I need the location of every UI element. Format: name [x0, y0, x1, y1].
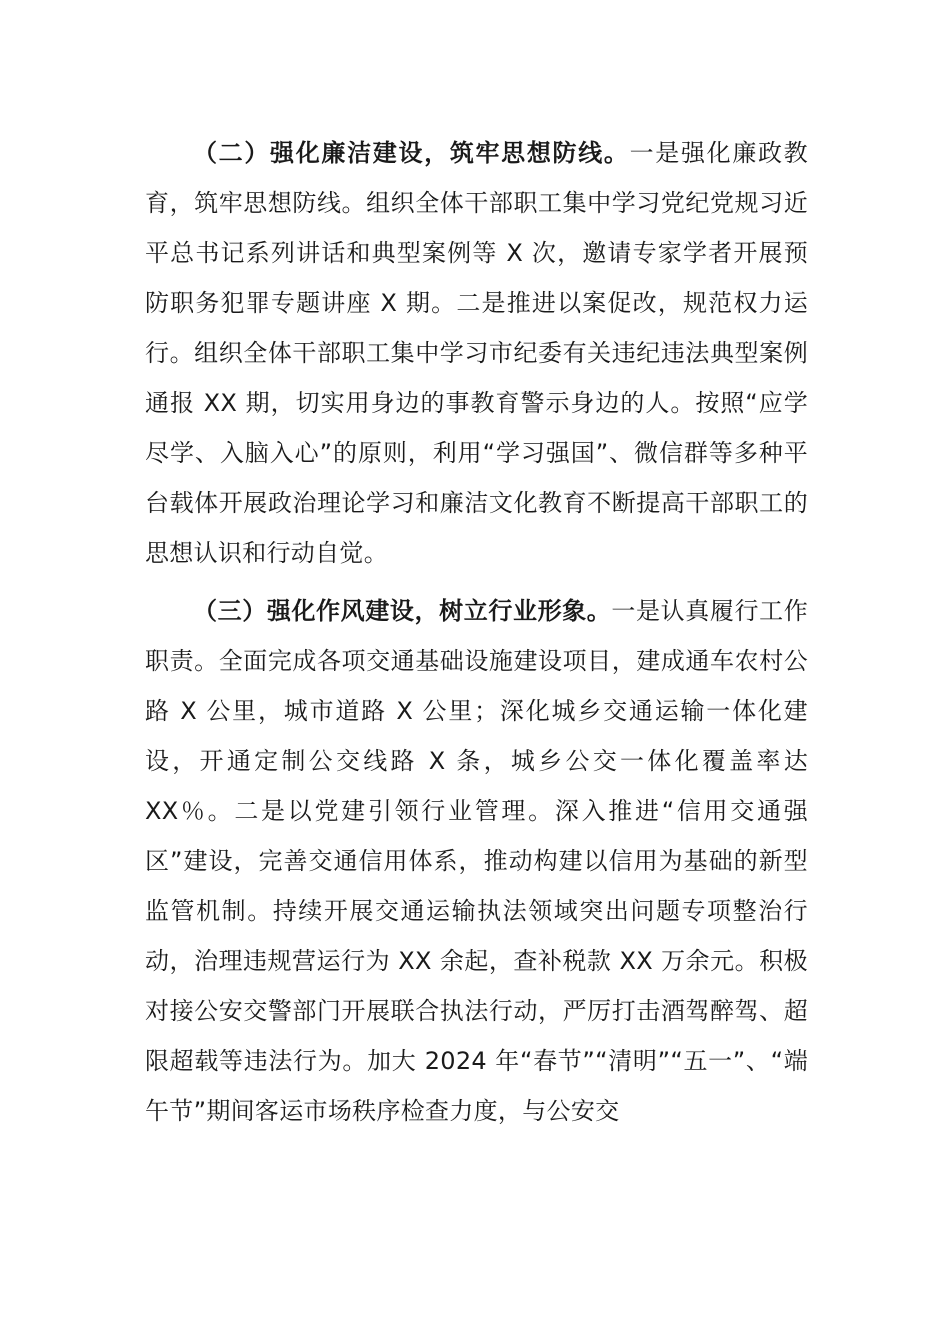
section-heading-work-style: （三）强化作风建设，树立行业形象。: [193, 597, 612, 625]
document-body: [145, 128, 808, 1136]
section-heading-integrity: （二）强化廉洁建设，筑牢思想防线。: [193, 139, 630, 167]
section-paragraph-integrity: [145, 128, 808, 578]
section-paragraph-work-style: [145, 586, 808, 1136]
section-text-integrity: 一是强化廉政教育，筑牢思想防线。组织全体干部职工集中学习党纪党规习近平总书记系列讲话和典型案例等 X 次，邀请专家学者开展预防职务犯罪专题讲座 X 期。二是推进以案促改，规范权力运行。组织全体干部职工集中学习市纪委有关违纪违法典型案例通报 XX 期，切实用身边的事教育警示身边的人。按照“应学尽学、入脑入心”的原则，利用“学习强国”、微信群等多种平台载体开展政治理论学习和廉洁文化教育不断提高干部职工的思想认识和行动自觉。: [145, 139, 808, 567]
section-text-work-style: 一是认真履行工作职责。全面完成各项交通基础设施建设项目，建成通车农村公路 X 公里，城市道路 X 公里；深化城乡交通运输一体化建设，开通定制公交线路 X 条，城乡公交一体化覆盖率达 XX％。二是以党建引领行业管理。深入推进“信用交通强区”建设，完善交通信用体系，推动构建以信用为基础的新型监管机制。持续开展交通运输执法领域突出问题专项整治行动，治理违规营运行为 XX 余起，查补税款 XX 万余元。积极对接公安交警部门开展联合执法行动，严厉打击酒驾醉驾、超限超载等违法行为。加大 2024 年“春节”“清明”“五一”、“端午节”期间客运市场秩序检查力度，与公安交: [145, 597, 808, 1125]
